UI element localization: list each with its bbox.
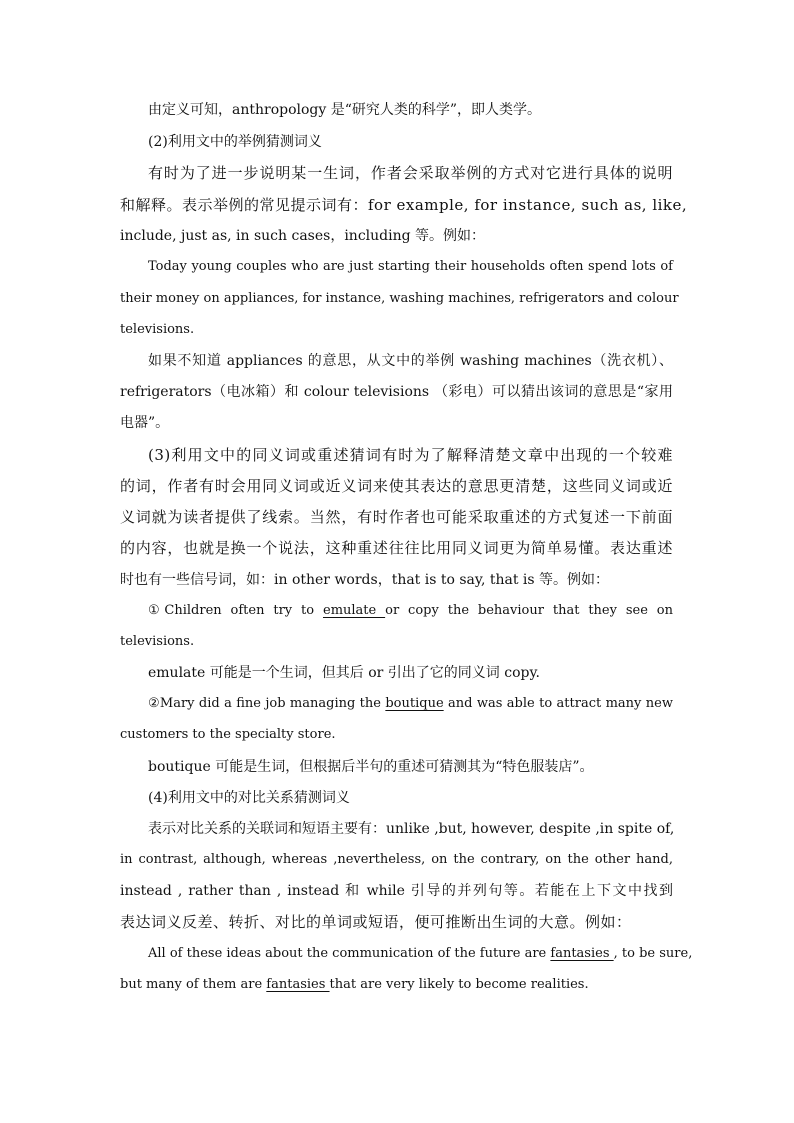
line-text: 和解释。表示举例的常见提示词有：for example, for instance, such as, like,	[120, 196, 688, 214]
line-text: that are very likely to become realities.	[329, 977, 589, 992]
line-text: All of these ideas about the communication of the future are	[148, 946, 551, 961]
line-text: emulate 可能是一个生词，但其后 or 引出了它的同义词 copy.	[148, 665, 540, 681]
line-text: 表示对比关系的关联词和短语主要有：unlike ,but, however, despite ,in spite of,	[148, 821, 675, 837]
example-line	[148, 694, 673, 714]
line-text: ②Mary did a fine job managing the	[148, 696, 386, 711]
paragraph-line	[148, 163, 673, 183]
paragraph-line	[120, 413, 673, 433]
paragraph-line	[120, 538, 673, 558]
line-text: 有时为了进一步说明某一生词，作者会采取举例的方式对它进行具体的说明	[148, 164, 673, 182]
paragraph-line	[148, 100, 673, 120]
line-text: 表达词义反差、转折、对比的单词或短语，便可推断出生词的大意。例如：	[120, 913, 632, 931]
paragraph-line	[148, 757, 673, 777]
paragraph-line	[120, 382, 673, 402]
line-text: 的内容，也就是换一个说法，这种重述往往比用同义词更为简单易懂。表达重述	[120, 539, 673, 557]
line-text: ①Children often try to	[148, 603, 323, 618]
paragraph-line	[120, 476, 673, 496]
line-text: refrigerators（电冰箱）和 colour televisions （彩电）可以猜出该词的意思是“家用	[120, 384, 673, 400]
example-line	[120, 289, 679, 309]
line-text: include, just as, in such cases，including 等。例如：	[120, 228, 486, 244]
line-text: 时也有一些信号词，如：in other words，that is to say, that is 等。例如：	[120, 572, 610, 588]
line-text: in contrast, although, whereas ,nevertheless, on the contrary, on the other hand,	[120, 852, 673, 867]
paragraph-line	[120, 850, 673, 870]
example-line	[120, 725, 673, 745]
paragraph-line	[148, 663, 673, 683]
paragraph-line	[120, 226, 673, 246]
heading-text: (2)利用文中的举例猜测词义	[148, 134, 322, 150]
paragraph-line	[148, 351, 673, 371]
section-heading	[148, 445, 673, 465]
line-text: 义词就为读者提供了线索。当然，有时作者也可能采取重述的方式复述一下前面	[120, 508, 673, 526]
line-text: 由定义可知，anthropology 是“研究人类的科学”，即人类学。	[148, 102, 542, 118]
underlined-word: boutique	[385, 696, 444, 711]
line-text: Today young couples who are just starting their households often spend lots of	[148, 259, 673, 274]
example-line	[120, 975, 673, 995]
heading-text: (4)利用文中的对比关系猜测词义	[148, 790, 350, 806]
underlined-word: fantasies	[550, 946, 614, 961]
example-line	[148, 944, 693, 964]
section-heading	[148, 132, 673, 152]
line-text: boutique 可能是生词，但根据后半句的重述可猜测其为“特色服装店”。	[148, 759, 594, 775]
example-line	[120, 632, 673, 652]
line-text: 的词，作者有时会用同义词或近义词来使其表达的意思更清楚，这些同义词或近	[120, 477, 673, 495]
line-text: 电器”。	[120, 415, 170, 431]
line-text: televisions.	[120, 634, 195, 649]
paragraph-line	[148, 819, 673, 839]
paragraph-line	[120, 912, 673, 932]
line-text: their money on appliances, for instance, washing machines, refrigerators and colour	[120, 291, 679, 306]
example-line	[148, 257, 673, 277]
example-line	[148, 601, 673, 621]
line-text: customers to the specialty store.	[120, 727, 336, 742]
line-text: but many of them are	[120, 977, 267, 992]
paragraph-line	[120, 195, 688, 215]
line-text: televisions.	[120, 322, 195, 337]
line-text: , to be sure,	[613, 946, 693, 961]
heading-text: (3)利用文中的同义词或重述猜词有时为了解释清楚文章中出现的一个较难	[148, 446, 673, 464]
line-text: or copy the behaviour that they see on	[385, 603, 673, 618]
paragraph-line	[120, 507, 673, 527]
paragraph-line	[120, 570, 673, 590]
line-text: instead , rather than , instead 和 while 引导的并列句等。若能在上下文中找到	[120, 883, 673, 899]
line-text: 如果不知道 appliances 的意思，从文中的举例 washing machines（洗衣机）、	[148, 353, 673, 369]
paragraph-line	[120, 881, 673, 901]
underlined-word: emulate	[323, 603, 386, 618]
example-line	[120, 320, 673, 340]
section-heading	[148, 788, 673, 808]
line-text: and was able to attract many new	[443, 696, 673, 711]
underlined-word: fantasies	[266, 977, 330, 992]
